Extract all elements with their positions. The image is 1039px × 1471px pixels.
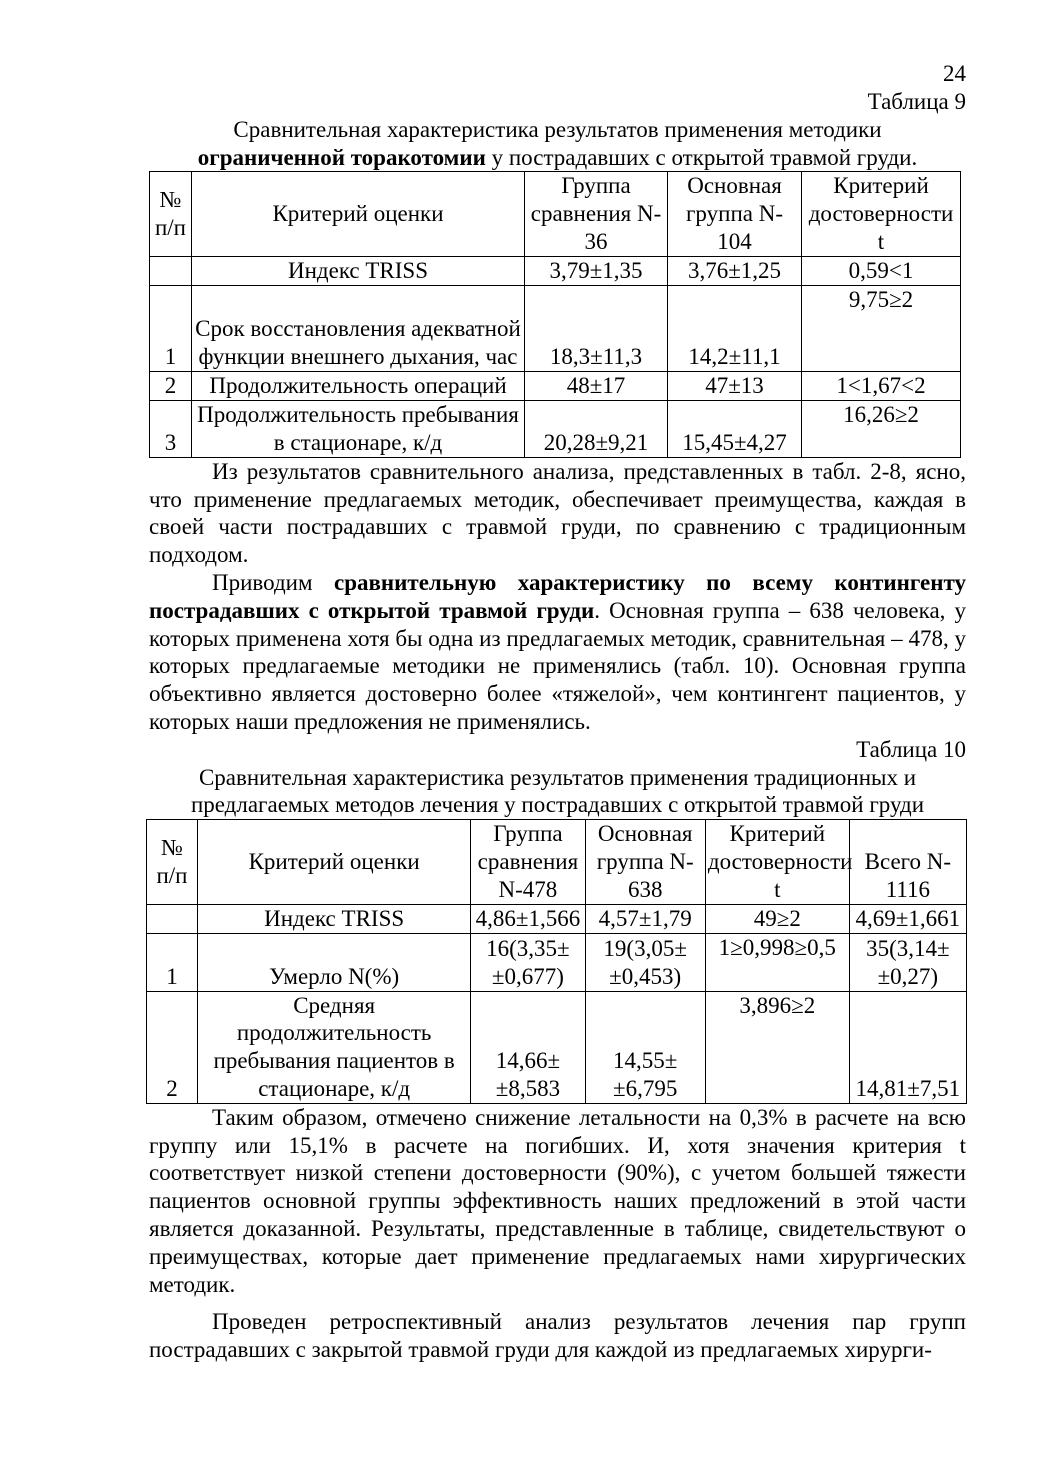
table9-header-num: № п/п <box>150 172 192 256</box>
table9-r0-num <box>150 256 192 285</box>
table9-header-group-main: Основная группа N-104 <box>668 172 802 256</box>
table10-header-num: № п/п <box>147 820 198 904</box>
table-row <box>147 991 967 1103</box>
table10-title <box>149 764 966 820</box>
table10-header-total: Всего N-1116 <box>849 820 966 904</box>
paragraph-1: Из результатов сравнительного анализа, представленных в табл. 2-8, ясно, что применение предлагаемых методик, обеспечивает преимущества, каждая в своей части пострадавших с травмой груди, по сравнению с традиционным подходом. <box>149 458 966 568</box>
table9-header-group-cmp: Группа сравнения N-36 <box>525 172 668 256</box>
table9-r2-t: 1<1,67<2 <box>802 371 961 400</box>
table10-title-line2: предлагаемых методов лечения у пострадавших с открытой травмой груди <box>190 792 925 818</box>
table9-r1-cmp: 18,3±11,3 <box>525 285 668 371</box>
table9-r2-cmp: 48±17 <box>525 371 668 400</box>
table10-r0-criterion: Индекс TRISS <box>197 904 470 933</box>
table9-title-rest: у пострадавших с открытой травмой груди. <box>485 144 918 170</box>
paragraph-gap <box>149 1298 966 1308</box>
table10-r0-t: 49≥2 <box>705 904 849 933</box>
table10-r1-cmp: 16(3,35± ±0,677) <box>471 933 585 991</box>
table9-title <box>149 116 966 172</box>
table10-title-line1: Сравнительная характеристика результатов применения традиционных и <box>198 764 917 790</box>
table9-r0-main: 3,76±1,25 <box>668 256 802 285</box>
document-page <box>149 60 966 1364</box>
table9-title-bold: ограниченной торакотомии <box>197 144 486 170</box>
table-row <box>150 256 961 285</box>
table10-r1-criterion: Умерло N(%) <box>197 933 470 991</box>
table-row <box>150 371 961 400</box>
table9-r2-main: 47±13 <box>668 371 802 400</box>
table-row <box>150 400 961 457</box>
table9-r3-t: 16,26≥2 <box>802 400 961 457</box>
paragraph-2-bold: сравнительную характеристику по всему контингенту пострадавших с открытой травмой груди <box>149 569 967 623</box>
table9-r3-main: 15,45±4,27 <box>668 400 802 457</box>
table10-r2-criterion: Средняя продолжительность пребывания пациентов в стационаре, к/д <box>197 991 470 1103</box>
table10-r1-total: 35(3,14± ±0,27) <box>849 933 966 991</box>
table9-header-criterion: Критерий оценки <box>192 172 525 256</box>
page-number: 24 <box>943 61 966 86</box>
paragraph-3: Таким образом, отмечено снижение летальности на 0,3% в расчете на всю группу или 15,1% в расчете на погибших. И, хотя значения критерия t соответствует низкой степени достоверности (90%), с учетом большей тяжести пациентов основной группы эффективность наших предложений в этой части является доказанной. Результаты, представленные в таблице, свидетельствуют о преимуществах, которые дает применение предлагаемых нами хирургических методик. <box>149 1104 966 1297</box>
table9-r1-main: 14,2±11,1 <box>668 285 802 371</box>
table10-caption: Таблица 10 <box>856 736 966 762</box>
table10-r0-total: 4,69±1,661 <box>849 904 966 933</box>
table9-header-t: Критерий достоверности t <box>802 172 961 256</box>
table10-header-t: Критерий достоверности t <box>705 820 849 904</box>
table9-r2-num: 2 <box>150 371 192 400</box>
table10 <box>146 819 967 1104</box>
table9-title-line1: Сравнительная характеристика результатов применения методики <box>233 116 882 142</box>
table9-r0-criterion: Индекс TRISS <box>192 256 525 285</box>
table-row <box>150 285 961 371</box>
table9-r3-num: 3 <box>150 400 192 457</box>
table10-r2-main: 14,55± ±6,795 <box>585 991 705 1103</box>
table10-header-criterion: Критерий оценки <box>197 820 470 904</box>
table10-r1-t: 1≥0,998≥0,5 <box>705 933 849 991</box>
table9-r3-criterion: Продолжительность пребывания в стационаре, к/д <box>192 400 525 457</box>
table10-r2-t: 3,896≥2 <box>705 991 849 1103</box>
table9-r3-cmp: 20,28±9,21 <box>525 400 668 457</box>
paragraph-2 <box>149 569 966 736</box>
table9-r1-t: 9,75≥2 <box>802 285 961 371</box>
table9-r1-num: 1 <box>150 285 192 371</box>
table10-header-row <box>147 820 967 904</box>
table9-r0-t: 0,59<1 <box>802 256 961 285</box>
table10-r0-num <box>147 904 198 933</box>
paragraph-2-start: Приводим <box>212 569 334 595</box>
table9-caption: Таблица 9 <box>867 89 966 114</box>
table10-r0-cmp: 4,86±1,566 <box>471 904 585 933</box>
table10-r1-main: 19(3,05± ±0,453) <box>585 933 705 991</box>
table9 <box>149 171 961 457</box>
paragraph-2-rest: . Основная группа – 638 человека, у которых применена хотя бы одна из предлагаемых методик, сравнительная – 478, у которых предлагаемые методики не применялись (табл. 10). Основная группа объективно является достоверно более «тяжелой», чем контингент пациентов, у которых наши предложения не применялись. <box>149 597 967 734</box>
table-row <box>147 904 967 933</box>
table10-r2-num: 2 <box>147 991 198 1103</box>
table-row <box>147 933 967 991</box>
table9-r2-criterion: Продолжительность операций <box>192 371 525 400</box>
table10-r2-cmp: 14,66± ±8,583 <box>471 991 585 1103</box>
table10-header-group-main: Основная группа N-638 <box>585 820 705 904</box>
table9-r0-cmp: 3,79±1,35 <box>525 256 668 285</box>
table10-r2-total: 14,81±7,51 <box>849 991 966 1103</box>
table9-r1-criterion: Срок восстановления адекватной функции внешнего дыхания, час <box>192 285 525 371</box>
table10-r0-main: 4,57±1,79 <box>585 904 705 933</box>
paragraph-4: Проведен ретроспективный анализ результатов лечения пар групп пострадавших с закрытой травмой груди для каждой из предлагаемых хирурги- <box>149 1309 966 1363</box>
table10-r1-num: 1 <box>147 933 198 991</box>
table9-header-row <box>150 172 961 256</box>
table10-header-group-cmp: Группа сравнения N-478 <box>471 820 585 904</box>
